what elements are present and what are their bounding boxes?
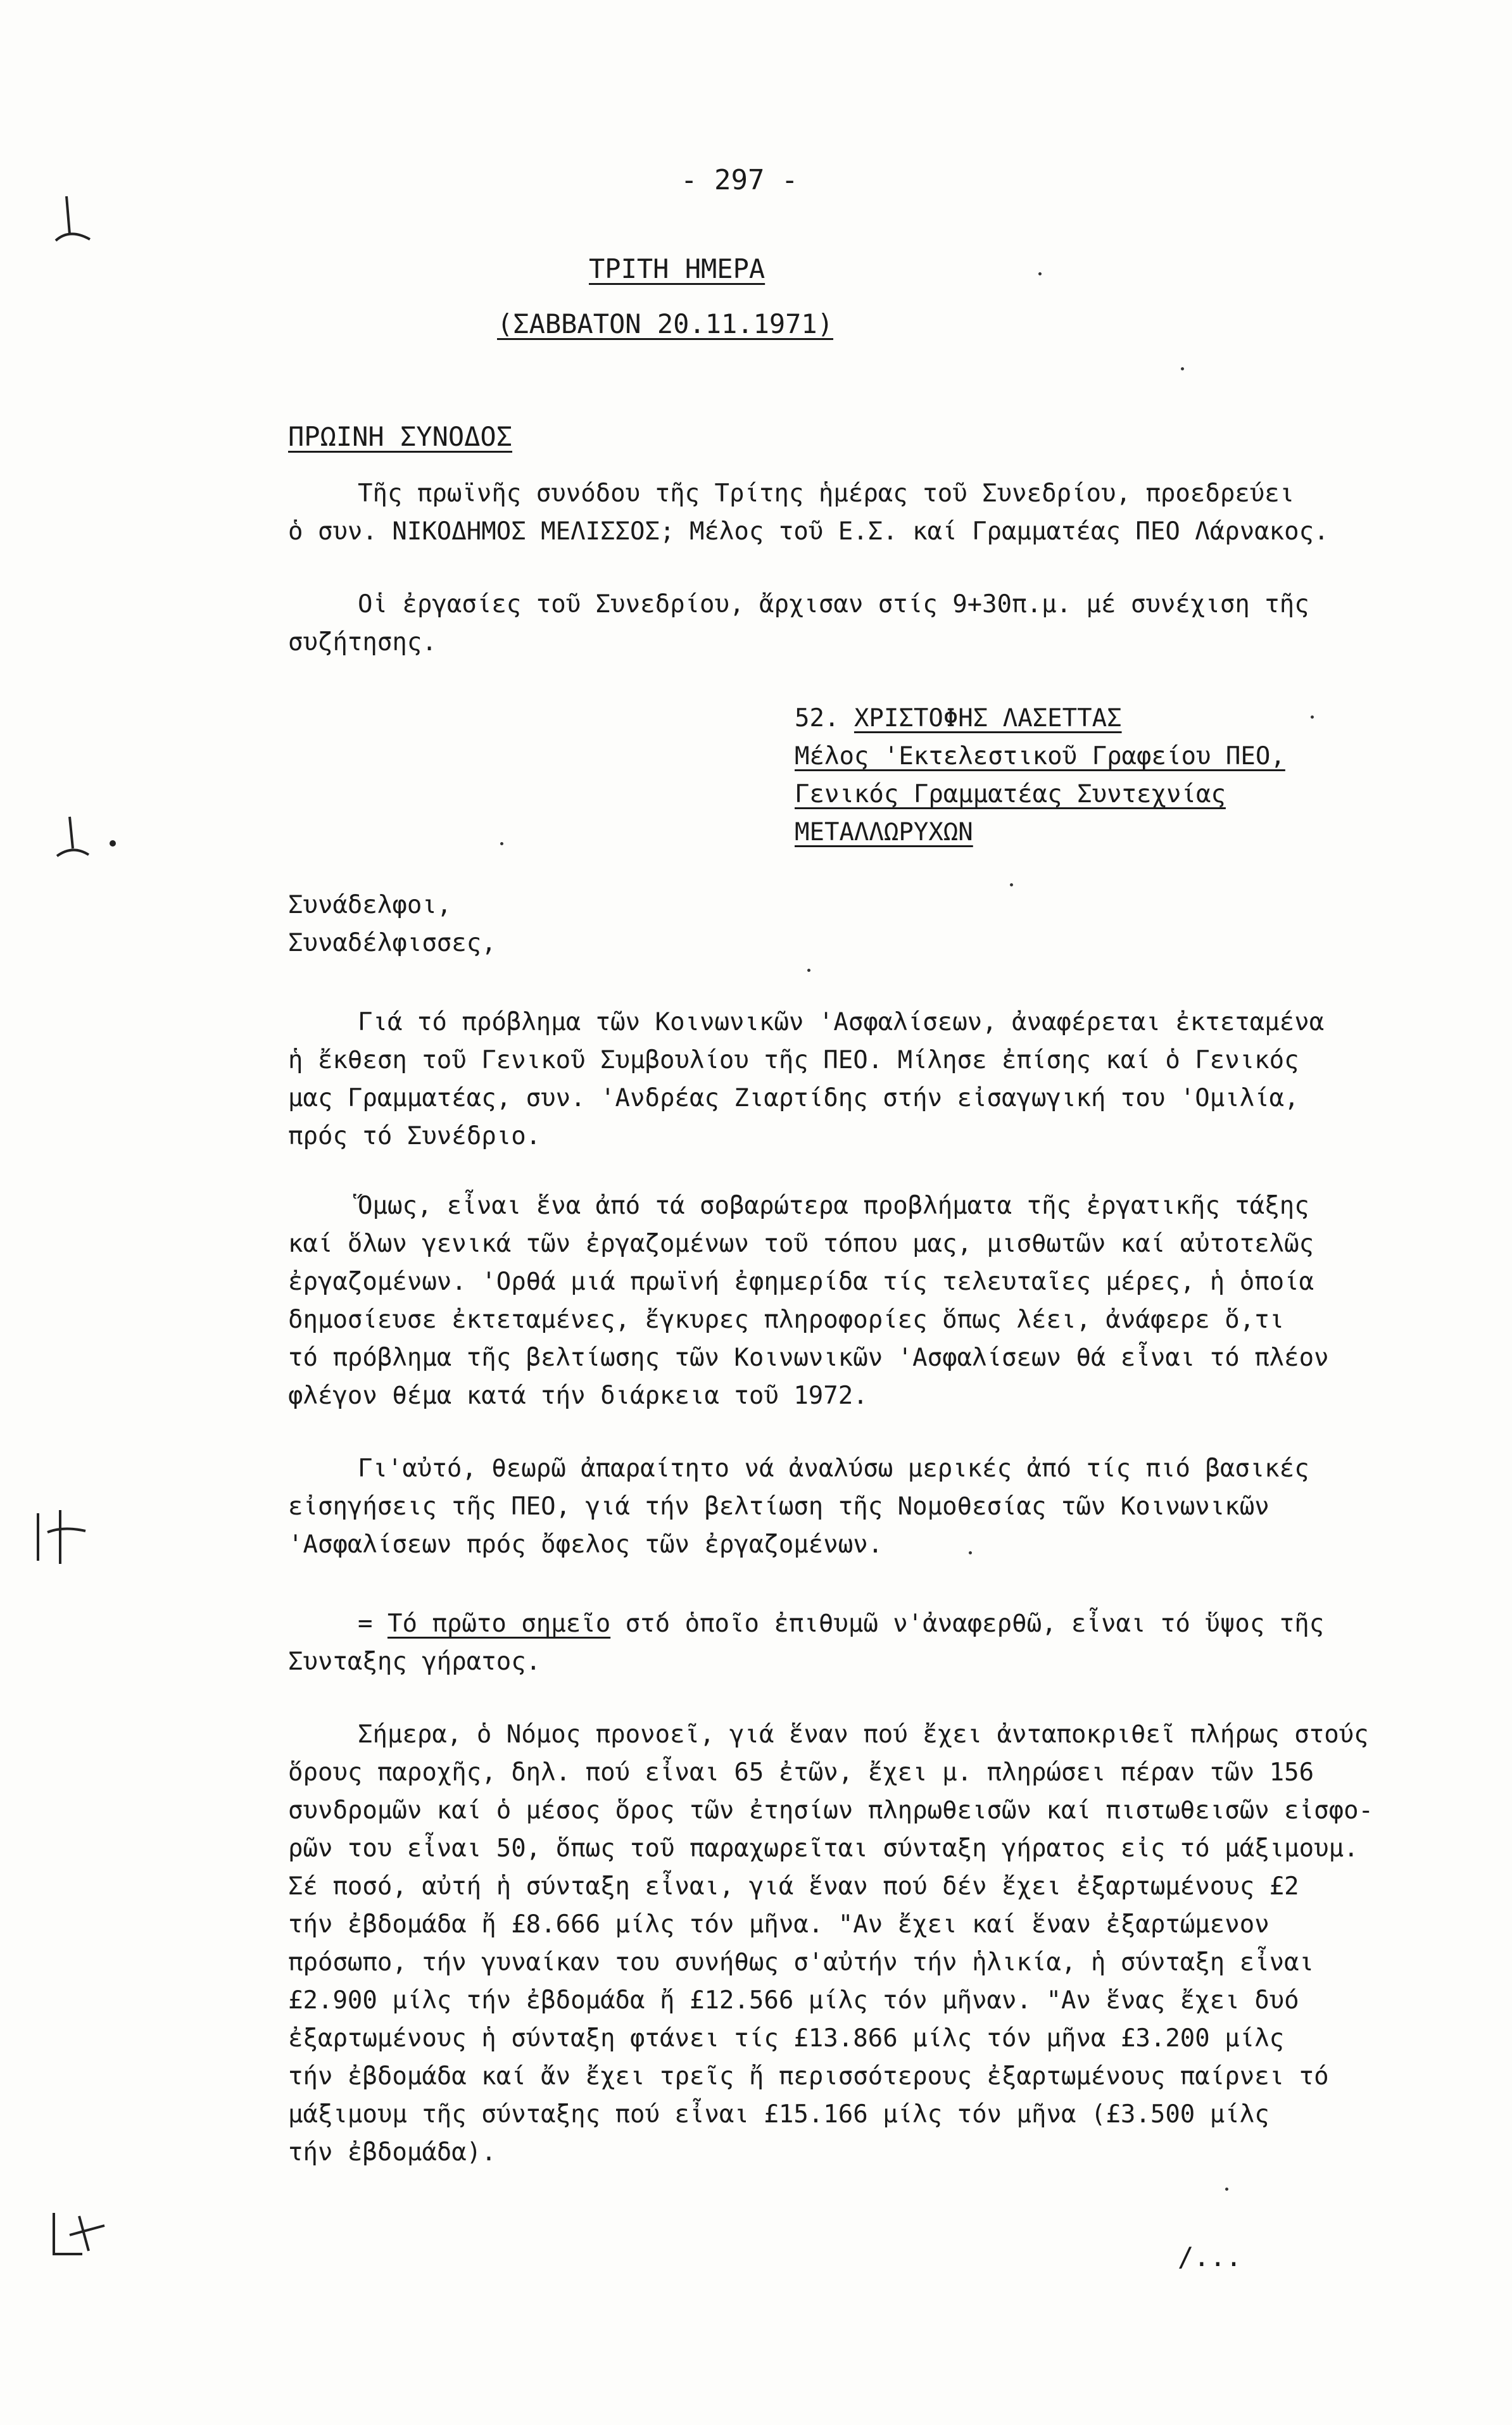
- speck: [500, 842, 503, 845]
- text-line: συνδρομῶν καί ὁ μέσος ὅρος τῶν ἐτησίων πληρωθεισῶν καί πιστωθεισῶν εἰσφο-: [288, 1796, 1374, 1825]
- text-line: Συνταξης γήρατος.: [288, 1647, 541, 1676]
- text-line: μάξιμουμ τῆς σύνταξης πού εἶναι £15.166 μίλς τόν μῆνα (£3.500 μίλς: [288, 2100, 1269, 2129]
- text-line: ἐργαζομένων. 'Ορθά μιά πρωϊνή ἐφημερίδα τίς τελευταῖες μέρες, ἡ ὁποία: [288, 1268, 1314, 1296]
- speaker-role: Γενικός Γραμματέας Συντεχνίας: [795, 780, 1226, 809]
- point-heading: Τό πρῶτο σημεῖο: [387, 1609, 611, 1638]
- text-line: μας Γραμματέας, συν. 'Ανδρέας Ζιαρτίδης στήν εἰσαγωγική του 'Ομιλία,: [288, 1084, 1299, 1112]
- body-paragraph: [288, 1004, 1459, 1156]
- section-title: ΠΡΩΙΝΗ ΣΥΝΟΔΟΣ: [288, 421, 513, 452]
- text-line: εἰσηγήσεις τῆς ΠΕΟ, γιά τήν βελτίωση τῆς Νομοθεσίας τῶν Κοινωνικῶν: [288, 1492, 1269, 1521]
- speaker-heading: [795, 700, 1285, 738]
- text-line: 'Ασφαλίσεων πρός ὄφελος τῶν ἐργαζομένων.: [288, 1530, 883, 1559]
- text-line: δημοσίευσε ἐκτεταμένες, ἔγκυρες πληροφορίες ὅπως λέει, ἀνάφερε ὅ,τι: [288, 1306, 1285, 1334]
- text-line: ἐξαρτωμένους ἡ σύνταξη φτάνει τίς £13.866 μίλς τόν μῆνα £3.200 μίλς: [288, 2024, 1285, 2053]
- margin-tick-icon: [51, 190, 95, 247]
- text-line: τήν ἐβδομάδα καί ἄν ἔχει τρεῖς ἤ περισσότερους ἐξαρτωμένους παίρνει τό: [288, 2062, 1329, 2091]
- text-line: συζήτησης.: [288, 628, 437, 657]
- speck: [1010, 883, 1013, 886]
- speaker-number: 52.: [795, 704, 840, 733]
- text-line: ὅρους παροχῆς, δηλ. πού εἶναι 65 ἐτῶν, ἔχει μ. πληρώσει πέραν τῶν 156: [288, 1758, 1314, 1787]
- text-line: ρῶν του εἶναι 50, ὅπως τοῦ παραχωρεῖται σύνταξη γήρατος εἰς τό μάξιμουμ.: [288, 1834, 1359, 1863]
- text-line: Ὅμως, εἶναι ἕνα ἀπό τά σοβαρώτερα προβλήματα τῆς ἐργατικῆς τάξης: [358, 1192, 1309, 1220]
- day-date: (ΣΑΒΒΑΤΟΝ 20.11.1971): [497, 308, 834, 339]
- speck: [1311, 715, 1314, 719]
- text-line: Γι'αὐτό, θεωρῶ ἀπαραίτητο νά ἀναλύσω μερικές ἀπό τίς πιό βασικές: [358, 1454, 1309, 1483]
- salutation-line: Συνάδελφοι,: [288, 891, 452, 919]
- speaker-block: [795, 700, 1285, 852]
- text-line: Τῆς πρωϊνῆς συνόδου τῆς Τρίτης ἡμέρας τοῦ Συνεδρίου, προεδρεύει: [358, 479, 1295, 508]
- point-text: στό ὁποῖο ἐπιθυμῶ ν'ἀναφερθῶ, εἶναι τό ὕψος τῆς: [625, 1609, 1325, 1638]
- intro-paragraph: [288, 586, 1459, 662]
- margin-plus-icon: [25, 1501, 95, 1570]
- text-line: Οἱ ἐργασίες τοῦ Συνεδρίου, ἄρχισαν στίς 9+30π.μ. μέ συνέχιση τῆς: [358, 590, 1309, 619]
- text-line: Σήμερα, ὁ Νόμος προνοεῖ, γιά ἕναν πού ἔχει ἀνταποκριθεῖ πλήρως στούς: [358, 1720, 1369, 1749]
- salutation-line: Συναδέλφισσες,: [288, 929, 496, 957]
- speck: [1038, 272, 1042, 275]
- text-line: £2.900 μίλς τήν ἐβδομάδα ἤ £12.566 μίλς τόν μῆναν. "Αν ἕνας ἔχει δυό: [288, 1986, 1299, 2015]
- speaker-name: ΧΡΙΣΤΟΦΗΣ ΛΑΣΕΤΤΑΣ: [854, 704, 1122, 733]
- speck: [807, 969, 810, 972]
- speaker-union: ΜΕΤΑΛΛΩΡΥΧΩΝ: [795, 818, 973, 847]
- body-paragraph: [288, 1716, 1459, 2172]
- text-line: πρός τό Συνέδριο.: [288, 1122, 541, 1150]
- speck: [1225, 2188, 1228, 2191]
- text-line: Σέ ποσό, αὐτή ἡ σύνταξη εἶναι, γιά ἕναν πού δέν ἔχει ἐξαρτωμένους £2: [288, 1872, 1299, 1901]
- text-line: πρόσωπο, τήν γυναίκαν του συνήθως σ'αὐτήν τήν ἡλικία, ἡ σύνταξη εἶναι: [288, 1948, 1314, 1977]
- text-line: ἡ ἔκθεση τοῦ Γενικοῦ Συμβουλίου τῆς ΠΕΟ. Μίλησε ἐπίσης καί ὁ Γενικός: [288, 1046, 1299, 1074]
- point-marker: =: [358, 1609, 373, 1638]
- body-paragraph: [288, 1187, 1459, 1415]
- page-number: - 297 -: [681, 164, 798, 196]
- text-line: Γιά τό πρόβλημα τῶν Κοινωνικῶν 'Ασφαλίσεων, ἀναφέρεται ἐκτεταμένα: [358, 1008, 1325, 1036]
- margin-checkmark: [51, 190, 95, 247]
- margin-checkmark: [44, 2203, 114, 2260]
- salutation: [288, 886, 496, 962]
- day-title: ΤΡΙΤΗ ΗΜΕΡΑ: [589, 253, 765, 284]
- margin-tick-icon: [51, 804, 120, 861]
- intro-paragraph: [288, 475, 1459, 551]
- text-line: φλέγον θέμα κατά τήν διάρκεια τοῦ 1972.: [288, 1382, 868, 1410]
- text-line: τό πρόβλημα τῆς βελτίωσης τῶν Κοινωνικῶν 'Ασφαλίσεων θά εἶναι τό πλέον: [288, 1344, 1329, 1372]
- text-line: τήν ἐβδομάδα).: [288, 2138, 496, 2167]
- margin-checkmark: [51, 804, 120, 861]
- speck: [1181, 367, 1184, 370]
- text-line: [288, 1605, 1459, 1643]
- text-line: καί ὅλων γενικά τῶν ἐργαζομένων τοῦ τόπου μας, μισθωτῶν καί αὐτοτελῶς: [288, 1230, 1314, 1258]
- text-line: τήν ἐβδομάδα ἤ £8.666 μίλς τόν μῆνα. "Αν ἔχει καί ἕναν ἐξαρτώμενον: [288, 1910, 1269, 1939]
- body-paragraph: [288, 1450, 1459, 1564]
- margin-checkmark: [25, 1501, 95, 1570]
- speaker-role: Μέλος 'Εκτελεστικοῦ Γραφείου ΠΕΟ,: [795, 742, 1285, 771]
- text-line: ὁ συν. ΝΙΚΟΔΗΜΟΣ ΜΕΛΙΣΣΟΣ; Μέλος τοῦ Ε.Σ. καί Γραμματέας ΠΕΟ Λάρνακος.: [288, 517, 1329, 546]
- continuation-marker: /...: [1178, 2241, 1242, 2272]
- body-paragraph: [288, 1605, 1459, 1681]
- margin-tick-icon: [44, 2203, 114, 2260]
